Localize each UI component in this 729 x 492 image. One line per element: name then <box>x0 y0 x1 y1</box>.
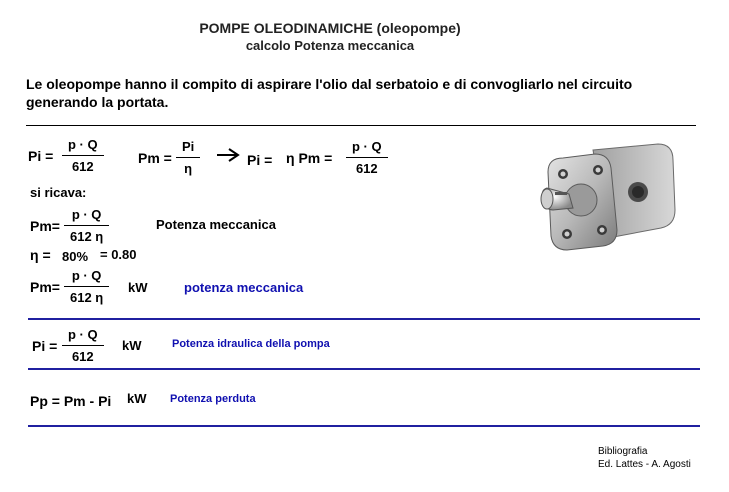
pm-kw-denominator: 612 η <box>70 290 104 305</box>
potenza-perduta-label: Potenza perduta <box>170 393 256 405</box>
pi2-numerator: p · Q <box>352 139 382 154</box>
divider-blue-1 <box>28 318 700 320</box>
page-title: POMPE OLEODINAMICHE (oleopompe) <box>199 20 461 36</box>
pm-eq-label-2: Pm= <box>30 279 60 295</box>
pi-fraction <box>62 137 104 175</box>
pm-kw-numerator: p · Q <box>71 268 102 283</box>
kw-unit-1: kW <box>128 280 148 295</box>
kw-unit-2: kW <box>122 338 142 353</box>
bibliography-source: Ed. Lattes - A. Agosti <box>598 459 691 470</box>
pp-formula: Pp = Pm - Pi <box>30 393 112 409</box>
pi-denominator: 612 <box>71 159 94 174</box>
pi-kw-fraction <box>62 327 104 365</box>
si-ricava-label: si ricava: <box>30 185 87 200</box>
potenza-idraulica-label: Potenza idraulica della pompa <box>172 338 330 350</box>
potenza-meccanica-blue: potenza meccanica <box>184 280 304 295</box>
pi2-denominator: 612 <box>355 161 378 176</box>
eta-percent: 80% <box>62 249 89 264</box>
pm-derived-numerator: p · Q <box>71 207 102 222</box>
eta-pm-label: η Pm = <box>286 150 333 166</box>
pm-denominator: η <box>184 161 193 176</box>
pi-numerator: p · Q <box>68 137 98 152</box>
pm-label: Pm = <box>138 150 172 166</box>
potenza-meccanica-label: Potenza meccanica <box>156 217 276 232</box>
pm-fraction <box>176 139 200 177</box>
intro-text: Le oleopompe hanno il compito di aspirare l'olio dal serbatoio e di convogliarlo nel circuito generando la portata. <box>26 76 633 110</box>
pm-numerator: Pi <box>182 139 195 154</box>
pm-eq-label: Pm= <box>30 218 60 234</box>
divider-top <box>26 125 696 126</box>
divider-blue-2 <box>28 368 700 370</box>
pi-kw-denominator: 612 <box>71 349 94 364</box>
pi-eq-label-2: Pi = <box>32 338 58 354</box>
bibliography-title: Bibliografia <box>598 446 648 457</box>
page-subtitle: calcolo Potenza meccanica <box>245 38 415 53</box>
eta-eq-label: η = <box>30 247 51 263</box>
divider-blue-3 <box>28 425 700 427</box>
pi-eq-label: Pi = <box>247 152 273 168</box>
pm-derived-fraction <box>64 207 109 245</box>
kw-unit-3: kW <box>127 391 147 406</box>
pi-fraction-2 <box>346 139 388 177</box>
eta-value: = 0.80 <box>100 247 137 262</box>
pm-kw-fraction <box>64 268 109 306</box>
pm-derived-denominator: 612 η <box>70 229 104 244</box>
pi-kw-numerator: p · Q <box>68 327 98 342</box>
gear-pump-icon <box>533 130 683 260</box>
implies-arrow-icon <box>216 148 240 162</box>
pi-label: Pi = <box>28 148 54 164</box>
